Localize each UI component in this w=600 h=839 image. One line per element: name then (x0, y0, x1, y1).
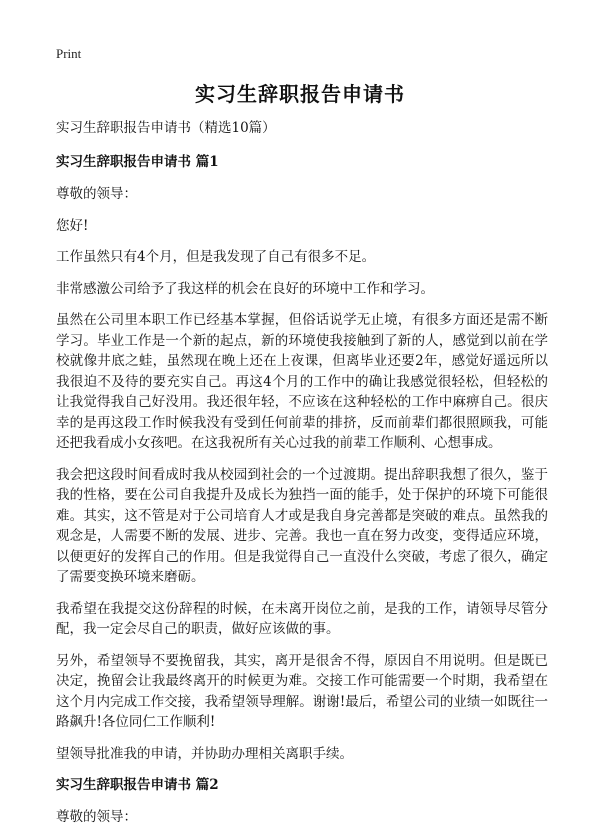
salutation: 尊敬的领导： (56, 186, 137, 202)
document-subtitle: 实习生辞职报告申请书（精选10篇） (56, 120, 276, 136)
body-paragraph: 另外，希望领导不要挽留我，其实，离开是很舍不得，原因自不用说明。但是既已决定，挽留会让我最终离开的时候更为难。交接工作可能需要一个时期，我希望在这个月内完成工作交接，我希望领导理解。谢谢!最后，希望公司的业绩一如既往一路飙升!各位同仁工作顺利! (56, 652, 548, 730)
body-paragraph: 非常感激公司给予了我这样的机会在良好的环境中工作和学习。 (56, 280, 434, 297)
section-heading: 实习生辞职报告申请书 篇2 (56, 777, 219, 793)
salutation: 尊敬的领导： (56, 809, 137, 825)
section-heading: 实习生辞职报告申请书 篇1 (56, 154, 219, 170)
document-body (56, 118, 548, 839)
closing-paragraph: 望领导批准我的申请，并协助办理相关离职手续。 (56, 745, 353, 762)
body-paragraph: 工作虽然只有4个月，但是我发现了自己有很多不足。 (56, 249, 376, 265)
section-1 (56, 152, 548, 764)
section-2 (56, 775, 548, 828)
greeting: 您好! (56, 217, 89, 234)
document-title: 实习生辞职报告申请书 (195, 82, 405, 106)
body-paragraph: 虽然在公司里本职工作已经基本掌握，但俗话说学无止境，有很多方面还是需不断学习。毕业工作是一个新的起点，新的环境使我接触到了新的人，感觉到以前在学校就像井底之蛙，虽然现在晚上还在上夜课，但离毕业还要2年，感觉好遥远所以我很迫不及待的要充实自己。再这4个月的工作中的确让我感觉很轻松，但轻松的让我觉得我自己好没用。我还很年轻，不应该在这种轻松的工作中麻痹自己。很庆幸的是再这段工作时候我没有受到任何前辈的排挤，反而前辈们都很照顾我，可能还把我看成小女孩吧。在这我祝所有关心过我的前辈工作顺利、心想事成。 (56, 312, 548, 451)
body-paragraph: 我希望在我提交这份辞程的时候，在未离开岗位之前，是我的工作，请领导尽管分配，我一定会尽自己的职责，做好应该做的事。 (56, 600, 548, 637)
body-paragraph: 我会把这段时间看成时我从校园到社会的一个过渡期。提出辞职我想了很久，鉴于我的性格，要在公司自我提升及成长为独挡一面的能手，处于保护的环境下可能很难。其实，这不管是对于公司培育人才或是我自身完善都是突破的难点。虽然我的观念是，人需要不断的发展、进步、完善。我也一直在努力改变，变得适应环境，以便更好的发挥自己的作用。但是我觉得自己一直没什么突破，考虑了很久，确定了需要变换环境来磨砺。 (56, 466, 548, 585)
print-label[interactable]: Print (56, 46, 82, 61)
